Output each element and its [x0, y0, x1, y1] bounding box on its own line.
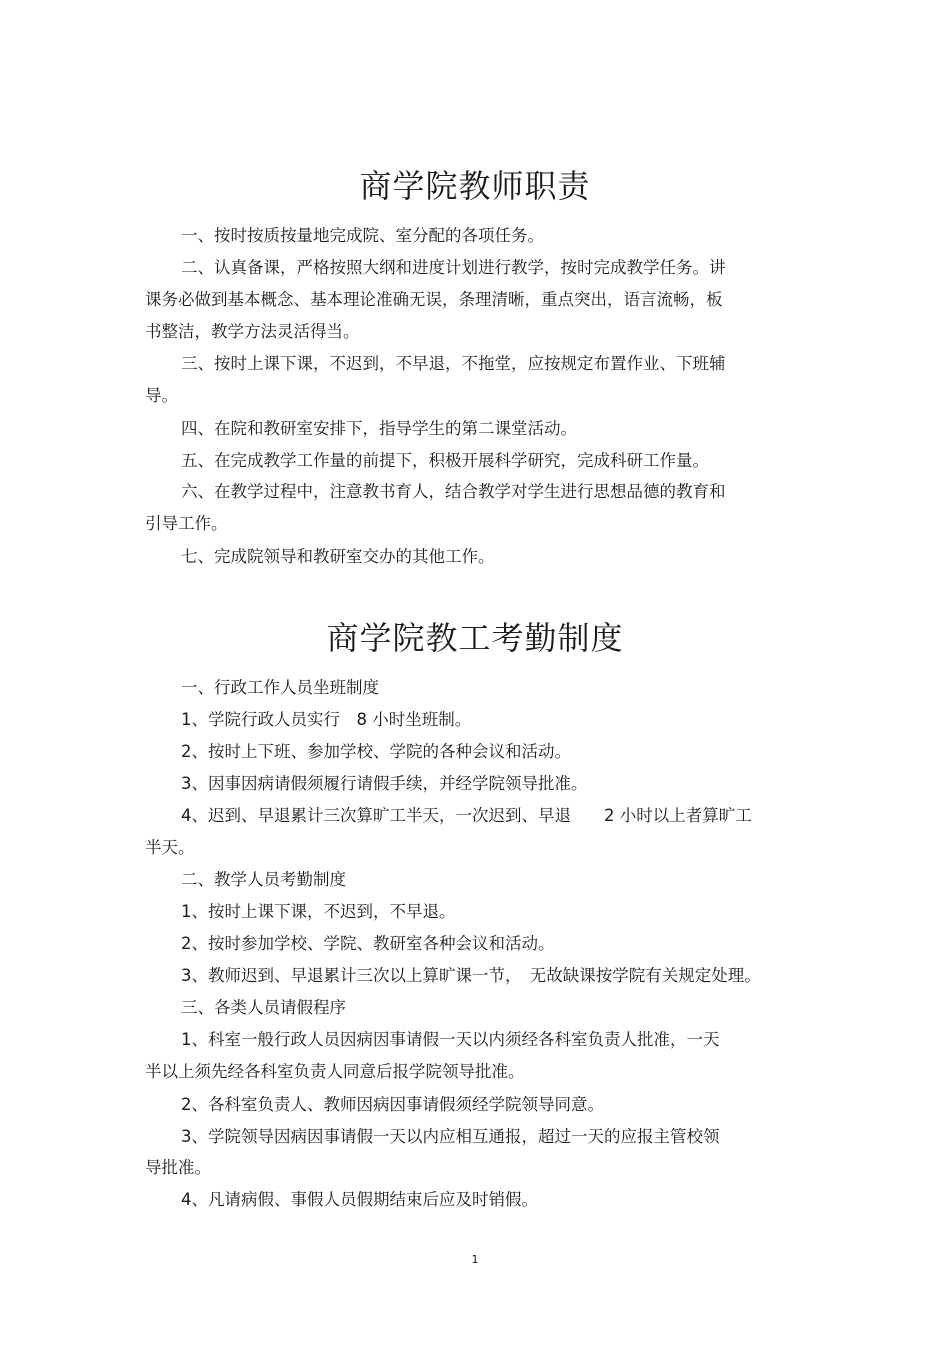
section-2-line: 半以上须先经各科室负责人同意后报学院领导批准。	[145, 1062, 525, 1081]
section-2-line: 导批准。	[145, 1158, 211, 1177]
section-2-line: 3、教师迟到、早退累计三次以上算旷课一节， 无故缺课按学院有关规定处理。	[181, 966, 761, 985]
section-1-line: 二、认真备课，严格按照大纲和进度计划进行教学，按时完成教学任务。讲	[181, 258, 726, 277]
section-2-line: 1、学院行政人员实行 8 小时坐班制。	[181, 710, 472, 729]
section-1-line: 课务必做到基本概念、基本理论准确无误，条理清晰，重点突出，语言流畅，板	[145, 290, 723, 309]
section-2-line: 一、行政工作人员坐班制度	[181, 678, 379, 697]
section-2-line: 2、按时上下班、参加学校、学院的各种会议和活动。	[181, 742, 571, 761]
section-1-line: 引导工作。	[145, 514, 228, 533]
section-2-line: 1、科室一般行政人员因病因事请假一天以内须经各科室负责人批准，一天	[181, 1030, 720, 1049]
section-2-line: 3、因事因病请假须履行请假手续，并经学院领导批准。	[181, 774, 588, 793]
page-number: 1	[471, 1253, 479, 1266]
section-2-line: 半天。	[145, 838, 195, 857]
section-2-line: 4、凡请病假、事假人员假期结束后应及时销假。	[181, 1190, 538, 1209]
section-1-line: 四、在院和教研室安排下，指导学生的第二课堂活动。	[181, 419, 577, 438]
section-1-line: 六、在教学过程中，注意教书育人，结合教学对学生进行思想品德的教育和	[181, 482, 726, 501]
section-2-line: 4、迟到、早退累计三次算旷工半天，一次迟到、早退 2 小时以上者算旷工	[181, 806, 752, 825]
section-2-line: 三、各类人员请假程序	[181, 998, 346, 1017]
section-1-line: 导。	[145, 386, 178, 405]
section-2-line: 二、教学人员考勤制度	[181, 870, 346, 889]
section-2-line: 2、按时参加学校、学院、教研室各种会议和活动。	[181, 934, 555, 953]
section-1-title: 商学院教师职责	[359, 167, 591, 205]
section-1-line: 书整洁，教学方法灵活得当。	[145, 322, 360, 341]
section-1-line: 三、按时上课下课，不迟到，不早退，不拖堂，应按规定布置作业、下班辅	[181, 354, 726, 373]
section-2-line: 3、学院领导因病因事请假一天以内应相互通报，超过一天的应报主管校领	[181, 1127, 720, 1146]
section-2-line: 2、各科室负责人、教师因病因事请假须经学院领导同意。	[181, 1095, 604, 1114]
section-1-line: 七、完成院领导和教研室交办的其他工作。	[181, 547, 495, 566]
section-1-line: 一、按时按质按量地完成院、室分配的各项任务。	[181, 226, 544, 245]
section-2-line: 1、按时上课下课，不迟到，不早退。	[181, 902, 456, 921]
section-2-title: 商学院教工考勤制度	[326, 619, 624, 657]
section-1-line: 五、在完成教学工作量的前提下，积极开展科学研究，完成科研工作量。	[181, 451, 709, 470]
